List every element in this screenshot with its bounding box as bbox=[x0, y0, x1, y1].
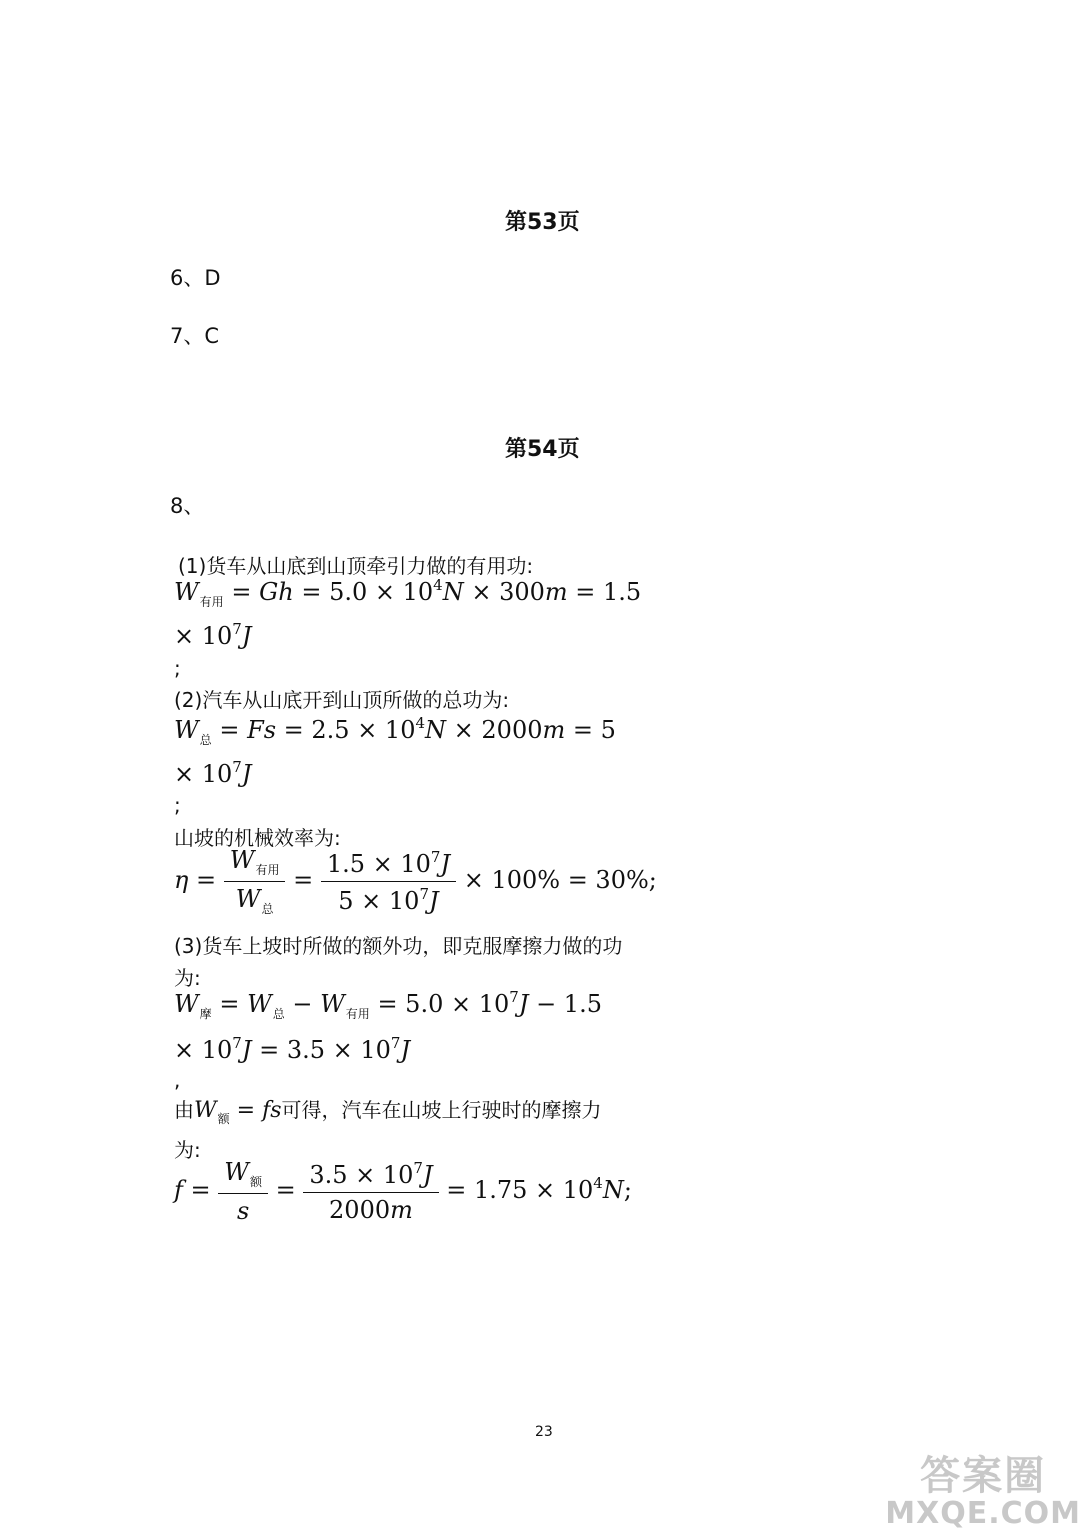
part2-label: (2)汽车从山底开到山顶所做的总功为: bbox=[174, 688, 510, 712]
friction-intro-line: 由$W_额$ = fs可得，汽车在山坡上行驶时的摩擦力 bbox=[174, 1098, 602, 1126]
watermark-text-top: 答案圈 bbox=[920, 1452, 1047, 1499]
part3-label: (3)货车上坡时所做的额外功，即克服摩擦力做的功 bbox=[174, 934, 623, 958]
extra-work-equation: $W_摩 = W_总 - W_{有用} = 5.0 \times 10^7J - 1.5$ bbox=[174, 988, 602, 1021]
total-work-equation-cont: × $10^7J$ bbox=[174, 758, 252, 788]
subscript-useful: 有用 bbox=[199, 595, 224, 609]
part3-label-cont: 为: bbox=[174, 966, 201, 990]
total-work-equation: $W_总 = Fs = 2.5 \times 10^4N \times 2000m = 5$ bbox=[174, 714, 616, 747]
separator-semicolon: ; bbox=[174, 793, 181, 817]
section-heading-page-54: 第54页 bbox=[505, 437, 580, 462]
watermark-text-bottom: MXQE.COM bbox=[885, 1496, 1081, 1531]
separator-comma: , bbox=[174, 1068, 181, 1092]
friction-label-cont: 为: bbox=[174, 1138, 201, 1162]
part1-label: (1)货车从山底到山顶牵引力做的有用功: bbox=[178, 554, 534, 578]
section-heading-page-53: 第53页 bbox=[505, 210, 580, 235]
useful-work-equation-cont: × $10^7J$ bbox=[174, 620, 252, 650]
answer-item-8: 8、 bbox=[170, 494, 205, 518]
friction-fraction-numeric: $\frac{3.5 \times 10^7J}{2000m}$ bbox=[303, 1159, 438, 1224]
useful-work-equation: $W_{有用} = Gh = 5.0 \times 10^4N \times 300m = 1.5$ bbox=[174, 576, 642, 609]
efficiency-fraction-numeric: $\frac{1.5 \times 10^7J}{5 \times 10^7J}$ bbox=[321, 848, 456, 915]
answer-item-7: 7、C bbox=[170, 324, 220, 348]
separator-semicolon: ; bbox=[174, 656, 181, 680]
subscript-friction: 摩 bbox=[199, 1007, 212, 1021]
efficiency-label: 山坡的机械效率为: bbox=[174, 826, 341, 850]
page-number: 23 bbox=[535, 1424, 553, 1440]
site-watermark-logo bbox=[885, 1454, 1081, 1530]
efficiency-fraction-symbolic: $\frac{W_{有用}}{W_总}$ bbox=[224, 846, 286, 917]
extra-work-equation-cont: × $10^7J = 3.5 \times 10^7J$ bbox=[174, 1034, 411, 1064]
answer-item-6: 6、D bbox=[170, 266, 221, 290]
friction-fraction-symbolic: $\frac{W_额}{s}$ bbox=[218, 1158, 268, 1225]
subscript-total: 总 bbox=[199, 733, 212, 747]
friction-force-equation: f = $\frac{W_额}{s}$ = $\frac{3.5 \times 10^7J}{2000m}$ = $1.75 \times 10^4N$; bbox=[174, 1158, 632, 1225]
efficiency-equation: η = $\frac{W_{有用}}{W_总}$ = $\frac{1.5 \times 10^7J}{5 \times 10^7J}$ × 100% = 30%; bbox=[174, 846, 657, 916]
